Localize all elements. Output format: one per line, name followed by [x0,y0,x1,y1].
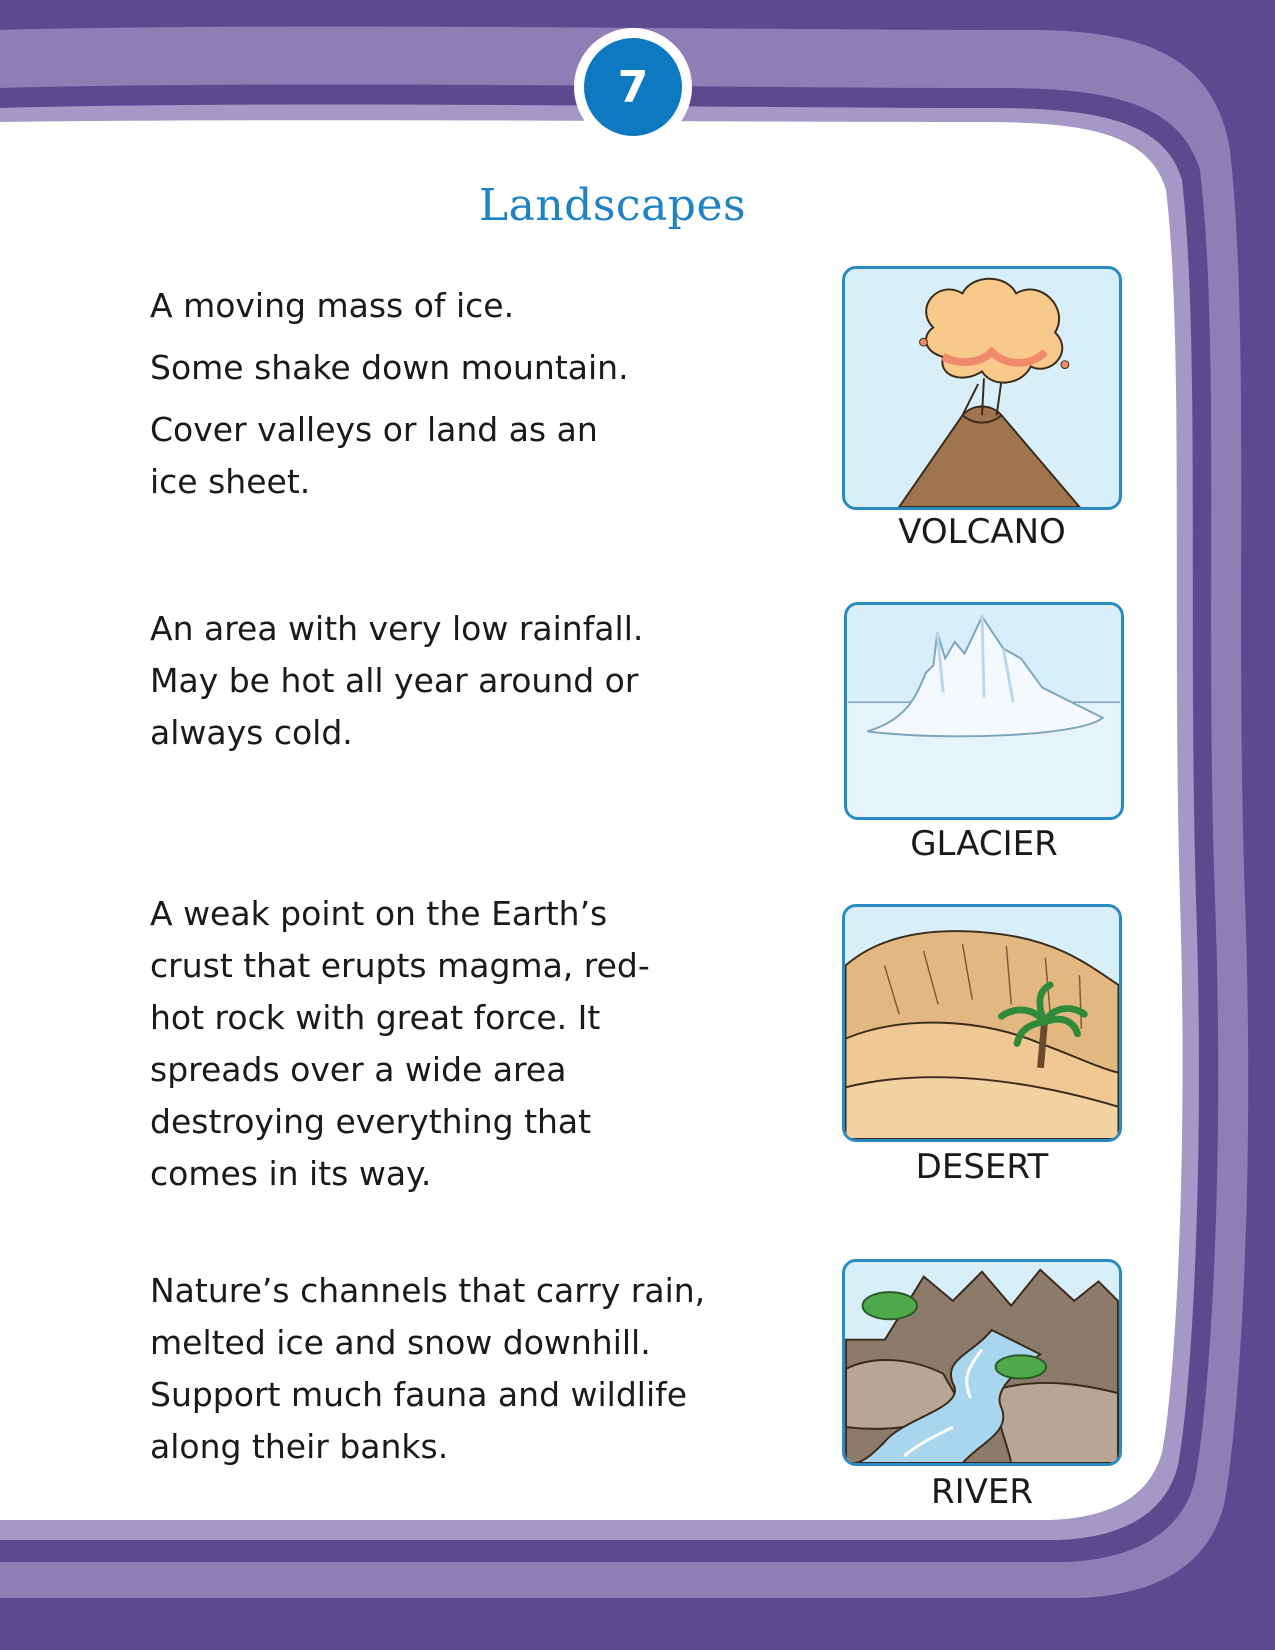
page-number: 7 [584,38,682,136]
clue-2 [150,603,670,759]
glacier-icon [847,605,1121,817]
clue-1 [150,275,750,508]
volcano-picture [842,266,1122,510]
picture-label: VOLCANO [898,512,1066,552]
picture-label: GLACIER [910,824,1058,864]
river-icon [845,1262,1119,1463]
page-number-badge [574,28,692,146]
clue-line: Cover valleys or land as an ice sheet. [150,410,598,501]
clue-4 [150,1265,720,1473]
volcano-icon [845,269,1119,507]
clue-line: An area with very low rainfall. May be hot all year around or always cold. [150,609,644,752]
clue-3 [150,888,670,1200]
page-title: Landscapes [478,180,747,231]
river-picture [842,1259,1122,1466]
desert-icon [845,907,1119,1139]
glacier-picture [844,602,1124,820]
picture-label: DESERT [915,1147,1049,1187]
clue-line: A moving mass of ice. [150,286,515,325]
clue-line: Some shake down mountain. [150,348,629,387]
clue-line: A weak point on the Earth’s crust that erupts magma, red-hot rock with great force. It spreads over a wide area destroying everything that comes in its way. [150,894,650,1193]
picture-label: RIVER [930,1472,1034,1512]
clue-line: Nature’s channels that carry rain, melted ice and snow downhill. Support much fauna and wildlife along their banks. [150,1271,706,1466]
desert-picture [842,904,1122,1142]
